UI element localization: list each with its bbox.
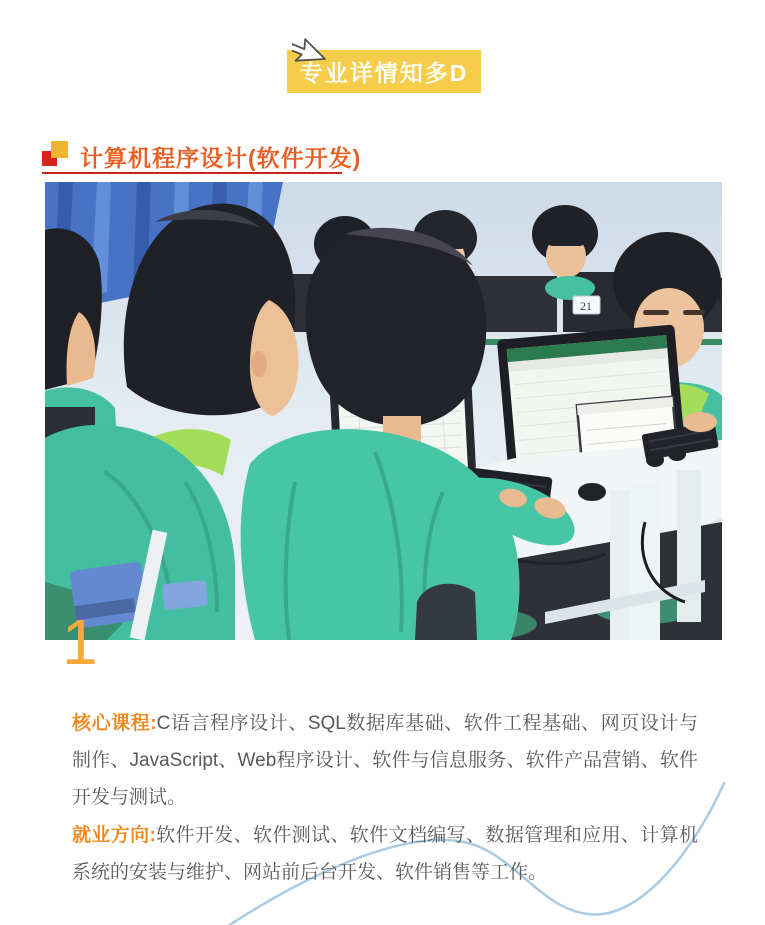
career-paragraph [72,817,698,891]
bullet-squares-icon [42,141,69,168]
core-courses-label: 核心课程: [72,713,157,734]
career-label: 就业方向: [72,825,156,846]
cursor-arrow-icon [292,24,336,70]
svg-text:21: 21 [580,299,592,313]
photo-haze-overlay [45,182,722,640]
core-courses-paragraph [72,705,698,816]
classroom-photo [45,182,722,640]
heading-underline [42,172,342,174]
career-text: 软件开发、软件测试、软件文档编写、数据管理和应用、计算机系统的安装与维护、网站前后台开发、软件销售等工作。 [72,825,698,883]
section-title: 计算机程序设计(软件开发) [80,145,362,171]
core-courses-text: C语言程序设计、SQL数据库基础、软件工程基础、网页设计与制作、JavaScript、Web程序设计、软件与信息服务、软件产品营销、软件开发与测试。 [72,713,699,808]
yellow-square-icon [51,141,68,158]
promo-badge-label: 专业详情知多D [299,60,469,86]
section-number: 1 [62,606,98,678]
section-header [42,138,442,178]
